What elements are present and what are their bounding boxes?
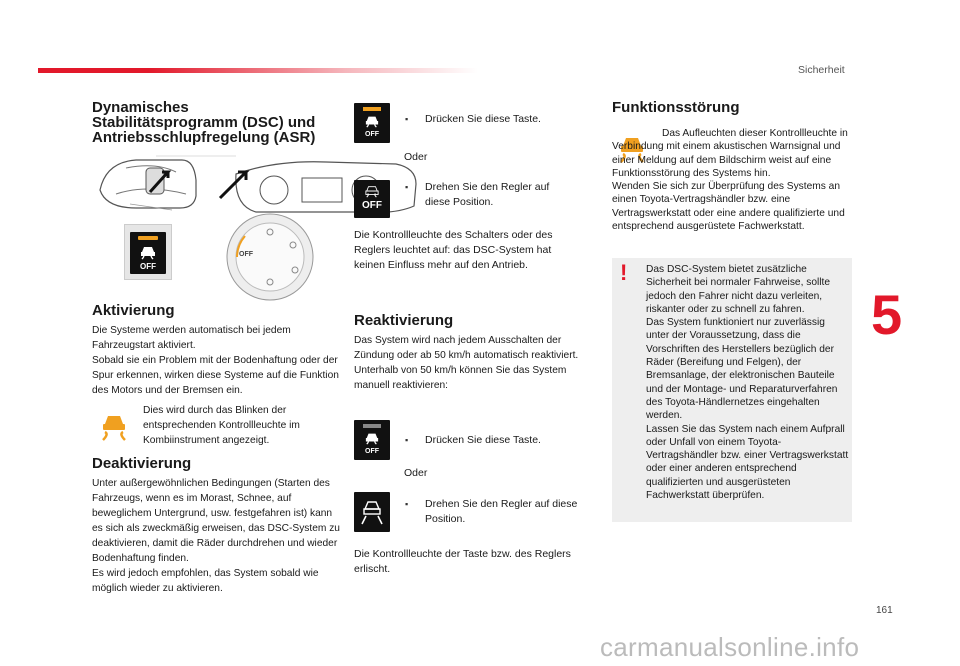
skid-car-icon <box>139 244 157 260</box>
section-title: Sicherheit <box>798 64 845 76</box>
malfunction-heading: Funktionsstörung <box>612 99 740 116</box>
esp-warning-icon <box>98 410 130 442</box>
warning-text: Das DSC-System bietet zusätzliche Sicherheit bei normaler Fahrweise, sollte jedoch den Fahrer nicht dazu verleiten, riskanter oder zu schnell zu fahren. Das System funktioniert nur zuverlässig unter der Voraussetzung, dass die Vorschriften des Herstellers bezüglich der Räder (Bereifung und Felgen), der Bremsanlage, der elektronischen Bauteile und der Montage- und Reparaturverfahren des Toyota-Händlernetzes eingehalten werden. Lassen Sie das System nach einem Aufprall oder Unfall von einem Toyota-Vertragshändler bzw. einer Vertragswerkstatt oder einer anderen entsprechend qualifizierten und ausgerüsteten Fachwerkstatt überprüfen. <box>646 264 849 502</box>
header-accent-bar <box>38 68 478 73</box>
indicator-led <box>138 236 158 240</box>
indicator-led-off <box>363 424 381 428</box>
reactivated-text: Die Kontrollleuchte der Taste bzw. des Reglers erlischt. <box>354 548 571 575</box>
activation-note: Dies wird durch das Blinken der entsprechenden Kontrollleuchte im Kombiinstrument angezeigt. <box>143 405 300 446</box>
reactivation-text: Das System wird nach jedem Ausschalten der Zündung oder ab 50 km/h automatisch reaktiviert. Unterhalb von 50 km/h können Sie das System manuell reaktivieren: <box>354 335 579 391</box>
dsc-button-released-icon <box>354 420 390 460</box>
deactivated-text: Die Kontrollleuchte des Schalters oder des Reglers leuchtet auf: das DSC-System hat keinen Einfluss mehr auf den Antrieb. <box>354 229 553 271</box>
dsc-off-button[interactable] <box>130 232 166 274</box>
watermark: carmanualsonline.info <box>600 632 860 662</box>
page-title: Dynamisches Stabilitätsprogramm (DSC) und Antriebsschlupfregelung (ASR) <box>92 99 316 146</box>
skid-car-icon <box>364 184 380 198</box>
warning-box <box>612 258 852 522</box>
deactivation-text: Unter außergewöhnlichen Bedingungen (Starten des Fahrzeugs, wenn es im Morast, Schnee, auf beweglichem Untergrund, usw. festgefahren ist) kann es sich als zweckmäßig erweisen, das DSC-System zu deaktivieren, damit die Räder durchdrehen und wieder Bodenhaftung finden. Es wird jedoch empfohlen, das System sobald wie möglich wieder zu aktivieren. <box>92 478 340 594</box>
off-label: OFF <box>365 131 379 138</box>
page-number: 161 <box>876 605 893 616</box>
step-turn-dial-2: ▪ Drehen Sie den Regler auf diese Position. <box>425 497 595 527</box>
off-label: OFF <box>365 448 379 455</box>
malfunction-text: Das Aufleuchten dieser Kontrollleuchte in Verbindung mit einem akustischen Warnsignal und einer Meldung auf dem Bildschirm weist auf eine Funktionsstörung des Systems hin. Wenden Sie sich zur Überprüfung des Systems an einen Toyota-Vertragshändler bzw. eine Vertragswerkstatt oder eine andere qualifizierte und entsprechend ausgerüstete Fachwerkstatt. <box>612 128 848 233</box>
skid-car-icon <box>364 114 380 128</box>
reactivation-heading: Reaktivierung <box>354 312 454 329</box>
step-press-button: ▪ Drücken Sie diese Taste. <box>425 112 595 127</box>
or-separator: Oder <box>404 151 428 163</box>
dial-off-position-icon <box>354 180 390 218</box>
indicator-led <box>363 107 381 111</box>
car-lane-icon <box>360 499 384 525</box>
activation-text: Die Systeme werden automatisch bei jedem Fahrzeugstart aktiviert. Sobald sie ein Problem mit der Bodenhaftung oder der Spur erkennen, wirken diese Systeme auf die Funktion des Motors und der Bremsen ein. <box>92 325 339 396</box>
dsc-button-pressed-icon <box>354 103 390 143</box>
or-separator-2: Oder <box>404 467 428 479</box>
rotary-dial[interactable] <box>225 212 315 302</box>
dial-on-position-icon <box>354 492 390 532</box>
warning-icon: ! <box>620 260 628 285</box>
step-press-button-2: ▪ Drücken Sie diese Taste. <box>425 433 595 448</box>
step-turn-dial: ▪ Drehen Sie den Regler auf diese Position. <box>425 180 575 210</box>
deactivation-heading: Deaktivierung <box>92 455 192 472</box>
chapter-number: 5 <box>871 283 903 346</box>
off-label: OFF <box>362 200 382 211</box>
skid-car-icon <box>364 431 380 445</box>
switch-off-label: OFF <box>140 262 156 271</box>
activation-heading: Aktivierung <box>92 302 175 319</box>
dial-off-label: OFF <box>239 251 253 258</box>
